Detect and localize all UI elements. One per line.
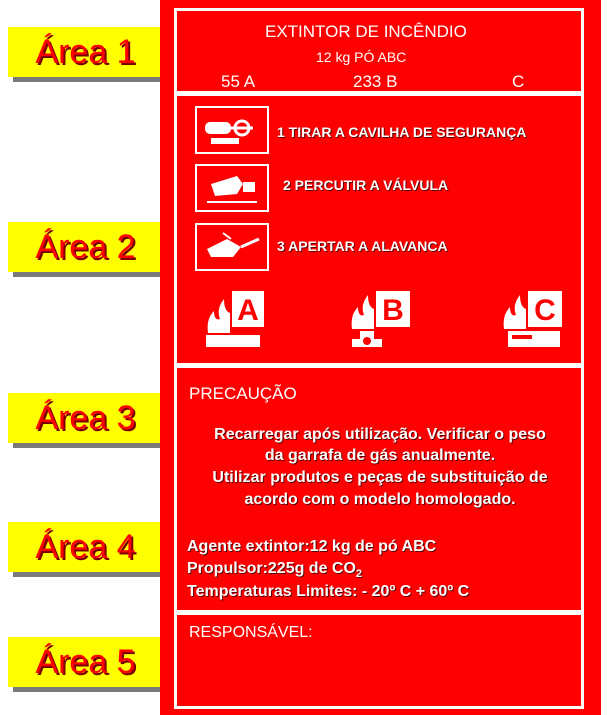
step-3-text: 3 APERTAR A ALAVANCA	[277, 238, 448, 254]
precaution-line-2: da garrafa de gás anualmente.	[264, 447, 496, 464]
rating-b: 233 B	[353, 72, 398, 91]
precaution-line-4: acordo com o modelo homologado.	[244, 491, 516, 508]
class-a-icon	[202, 289, 268, 351]
area-label-2: Área 2	[8, 222, 163, 272]
propellant-subscript: 2	[355, 568, 363, 581]
class-b-letter: B	[382, 294, 404, 327]
extinguisher-title: EXTINTOR DE INCÊNDIO	[265, 22, 467, 41]
step-2-text: 2 PERCUTIR A VÁLVULA	[283, 177, 449, 193]
step-1-text: 1 TIRAR A CAVILHA DE SEGURANÇA	[277, 124, 527, 140]
precaution-heading: PRECAUÇÃO	[189, 384, 297, 403]
rating-a: 55 A	[221, 72, 256, 91]
precaution-line-1: Recarregar após utilização. Verificar o peso	[214, 426, 546, 443]
extinguisher-subtitle: 12 kg PÓ ABC	[316, 49, 407, 65]
area-label-5: Área 5	[8, 637, 163, 687]
rating-c: C	[512, 72, 525, 91]
class-a-letter: A	[237, 294, 259, 327]
class-c-letter: C	[534, 294, 556, 327]
strike-valve-icon	[195, 164, 269, 212]
propellant	[187, 560, 362, 580]
extinguishing-agent: Agente extintor:12 kg de pó ABC	[187, 538, 437, 555]
propellant-text: Propulsor:225g de CO	[187, 560, 356, 577]
class-b-icon	[348, 289, 414, 351]
area-label-4: Área 4	[8, 522, 163, 572]
area-label-1: Área 1	[8, 27, 163, 77]
squeeze-lever-icon	[195, 223, 269, 271]
area-label-3: Área 3	[8, 393, 163, 443]
pull-pin-icon	[195, 106, 269, 154]
class-c-icon	[500, 289, 566, 351]
temperature-limits: Temperaturas Limites: - 20º C + 60º C	[187, 583, 470, 600]
precaution-line-3: Utilizar produtos e peças de substituição de	[212, 469, 548, 486]
responsible-heading: RESPONSÁVEL:	[189, 624, 313, 641]
